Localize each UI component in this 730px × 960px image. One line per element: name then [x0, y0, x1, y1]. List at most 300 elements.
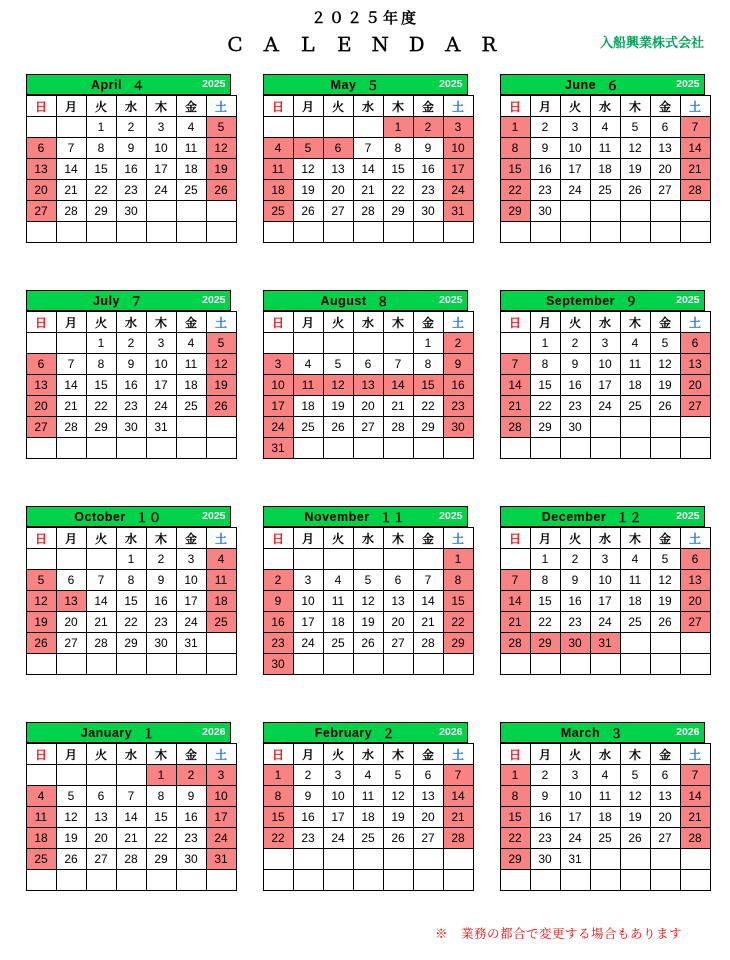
day-cell: 16: [560, 591, 590, 612]
day-cell: 7: [500, 570, 530, 591]
empty-day-cell: [176, 201, 206, 222]
day-cell: 5: [353, 570, 383, 591]
week-row: [26, 654, 236, 675]
empty-day-cell: [413, 870, 443, 891]
month-table: [26, 311, 237, 459]
day-cell: 26: [323, 417, 353, 438]
month-name: September ９: [545, 293, 639, 309]
day-cell: 16: [116, 159, 146, 180]
weekday-header-cell: 月: [56, 96, 86, 117]
day-cell: 28: [500, 633, 530, 654]
day-cell: 25: [26, 849, 56, 870]
weekday-header-cell: 水: [590, 528, 620, 549]
weekday-header-cell: 水: [116, 528, 146, 549]
day-cell: 8: [86, 138, 116, 159]
empty-day-cell: [413, 222, 443, 243]
empty-day-cell: [263, 849, 293, 870]
empty-day-cell: [263, 549, 293, 570]
weekday-header-cell: 土: [680, 744, 710, 765]
empty-day-cell: [590, 417, 620, 438]
day-cell: 28: [680, 180, 710, 201]
empty-day-cell: [620, 438, 650, 459]
day-cell: 6: [680, 549, 710, 570]
month-year: 2025: [439, 294, 463, 306]
day-cell: 5: [650, 333, 680, 354]
month-name: April ４: [91, 77, 145, 93]
day-cell: 27: [26, 417, 56, 438]
day-cell: 28: [413, 633, 443, 654]
empty-day-cell: [500, 333, 530, 354]
day-cell: 25: [176, 396, 206, 417]
day-cell: 4: [590, 765, 620, 786]
day-cell: 30: [560, 633, 590, 654]
day-cell: 7: [413, 570, 443, 591]
day-cell: 26: [353, 633, 383, 654]
day-cell: 21: [86, 612, 116, 633]
empty-day-cell: [500, 549, 530, 570]
month-number: ９: [625, 294, 639, 309]
empty-day-cell: [86, 870, 116, 891]
weekday-header-cell: 土: [680, 528, 710, 549]
day-cell: 3: [560, 117, 590, 138]
empty-day-cell: [590, 654, 620, 675]
week-row: [263, 117, 473, 138]
day-cell: 10: [560, 786, 590, 807]
week-row: [500, 438, 710, 459]
day-cell: 21: [56, 396, 86, 417]
day-cell: 12: [206, 138, 236, 159]
day-cell: 11: [620, 354, 650, 375]
day-cell: 22: [146, 828, 176, 849]
weekday-header-cell: 土: [206, 744, 236, 765]
day-cell: 27: [680, 396, 710, 417]
empty-day-cell: [26, 549, 56, 570]
day-cell: 20: [353, 396, 383, 417]
week-row: [500, 117, 710, 138]
day-cell: 10: [590, 354, 620, 375]
empty-day-cell: [293, 222, 323, 243]
day-cell: 30: [263, 654, 293, 675]
week-row: [26, 570, 236, 591]
day-cell: 7: [116, 786, 146, 807]
day-cell: 31: [590, 633, 620, 654]
day-cell: 16: [263, 612, 293, 633]
empty-day-cell: [86, 549, 116, 570]
empty-day-cell: [56, 549, 86, 570]
empty-day-cell: [353, 117, 383, 138]
day-cell: 24: [293, 633, 323, 654]
weekday-header-cell: 木: [620, 312, 650, 333]
day-cell: 19: [620, 159, 650, 180]
day-cell: 14: [680, 786, 710, 807]
day-cell: 3: [146, 117, 176, 138]
day-cell: 21: [443, 807, 473, 828]
weekday-header-cell: 日: [263, 312, 293, 333]
day-cell: 8: [530, 570, 560, 591]
weekday-header-cell: 金: [176, 744, 206, 765]
week-row: [500, 333, 710, 354]
empty-day-cell: [650, 870, 680, 891]
week-row: [26, 396, 236, 417]
week-row: [263, 870, 473, 891]
week-row: [263, 438, 473, 459]
week-row: [263, 417, 473, 438]
month-number: １２: [616, 510, 643, 525]
week-row: [26, 438, 236, 459]
weekday-header-cell: 火: [323, 744, 353, 765]
month-block: [26, 290, 231, 506]
day-cell: 1: [500, 117, 530, 138]
day-cell: 27: [650, 828, 680, 849]
day-cell: 1: [263, 765, 293, 786]
empty-day-cell: [560, 438, 590, 459]
weekday-header-row: [500, 312, 710, 333]
empty-day-cell: [323, 438, 353, 459]
day-cell: 28: [56, 201, 86, 222]
month-table: [500, 95, 711, 243]
weekday-header-cell: 土: [443, 96, 473, 117]
day-cell: 20: [680, 375, 710, 396]
day-cell: 10: [443, 138, 473, 159]
day-cell: 28: [353, 201, 383, 222]
day-cell: 14: [116, 807, 146, 828]
day-cell: 23: [560, 396, 590, 417]
week-row: [500, 807, 710, 828]
day-cell: 6: [413, 765, 443, 786]
empty-day-cell: [530, 870, 560, 891]
month-year: 2025: [676, 294, 700, 306]
month-title-bar: [500, 74, 705, 95]
week-row: [263, 201, 473, 222]
day-cell: 26: [206, 180, 236, 201]
month-block: [263, 290, 468, 506]
day-cell: 26: [206, 396, 236, 417]
day-cell: 28: [86, 633, 116, 654]
day-cell: 19: [293, 180, 323, 201]
week-row: [263, 396, 473, 417]
month-table: [500, 527, 711, 675]
week-row: [500, 201, 710, 222]
day-cell: 1: [443, 549, 473, 570]
weekday-header-cell: 火: [86, 744, 116, 765]
month-block: [26, 74, 231, 290]
empty-day-cell: [443, 222, 473, 243]
week-row: [263, 765, 473, 786]
day-cell: 5: [206, 333, 236, 354]
empty-day-cell: [323, 849, 353, 870]
empty-day-cell: [560, 654, 590, 675]
week-row: [26, 354, 236, 375]
day-cell: 19: [383, 807, 413, 828]
day-cell: 7: [443, 765, 473, 786]
day-cell: 17: [146, 159, 176, 180]
weekday-header-cell: 木: [383, 528, 413, 549]
day-cell: 24: [443, 180, 473, 201]
empty-day-cell: [443, 870, 473, 891]
empty-day-cell: [146, 222, 176, 243]
day-cell: 23: [263, 633, 293, 654]
day-cell: 21: [680, 159, 710, 180]
month-year: 2025: [202, 510, 226, 522]
day-cell: 23: [116, 396, 146, 417]
weekday-header-cell: 日: [263, 96, 293, 117]
day-cell: 4: [293, 354, 323, 375]
day-cell: 3: [443, 117, 473, 138]
day-cell: 15: [413, 375, 443, 396]
day-cell: 29: [443, 633, 473, 654]
empty-day-cell: [560, 870, 590, 891]
month-block: [263, 722, 468, 938]
week-row: [500, 396, 710, 417]
empty-day-cell: [206, 654, 236, 675]
day-cell: 21: [353, 180, 383, 201]
empty-day-cell: [353, 870, 383, 891]
day-cell: 12: [620, 786, 650, 807]
day-cell: 25: [263, 201, 293, 222]
day-cell: 18: [620, 591, 650, 612]
day-cell: 9: [176, 786, 206, 807]
day-cell: 11: [353, 786, 383, 807]
month-number: ４: [131, 78, 145, 93]
day-cell: 22: [383, 180, 413, 201]
day-cell: 6: [26, 354, 56, 375]
empty-day-cell: [650, 438, 680, 459]
day-cell: 9: [116, 354, 146, 375]
weekday-header-cell: 土: [206, 528, 236, 549]
day-cell: 16: [293, 807, 323, 828]
empty-day-cell: [176, 870, 206, 891]
week-row: [26, 159, 236, 180]
day-cell: 15: [383, 159, 413, 180]
empty-day-cell: [560, 201, 590, 222]
week-row: [26, 549, 236, 570]
day-cell: 13: [650, 138, 680, 159]
week-row: [500, 612, 710, 633]
empty-day-cell: [530, 438, 560, 459]
empty-day-cell: [353, 438, 383, 459]
day-cell: 11: [26, 807, 56, 828]
day-cell: 30: [530, 201, 560, 222]
day-cell: 18: [26, 828, 56, 849]
day-cell: 23: [413, 180, 443, 201]
day-cell: 27: [413, 828, 443, 849]
day-cell: 17: [176, 591, 206, 612]
day-cell: 17: [293, 612, 323, 633]
day-cell: 19: [206, 159, 236, 180]
day-cell: 14: [383, 375, 413, 396]
empty-day-cell: [116, 438, 146, 459]
day-cell: 2: [530, 765, 560, 786]
empty-day-cell: [353, 849, 383, 870]
day-cell: 25: [323, 633, 353, 654]
month-title-bar: [26, 506, 231, 527]
weekday-header-cell: 月: [56, 528, 86, 549]
day-cell: 3: [176, 549, 206, 570]
day-cell: 3: [323, 765, 353, 786]
month-table: [26, 743, 237, 891]
day-cell: 25: [206, 612, 236, 633]
day-cell: 18: [176, 375, 206, 396]
day-cell: 14: [443, 786, 473, 807]
weekday-header-cell: 土: [206, 96, 236, 117]
week-row: [500, 654, 710, 675]
empty-day-cell: [206, 417, 236, 438]
day-cell: 29: [530, 417, 560, 438]
weekday-header-row: [26, 744, 236, 765]
empty-day-cell: [413, 849, 443, 870]
day-cell: 25: [293, 417, 323, 438]
empty-day-cell: [263, 333, 293, 354]
empty-day-cell: [56, 222, 86, 243]
day-cell: 9: [413, 138, 443, 159]
week-row: [26, 612, 236, 633]
day-cell: 9: [560, 570, 590, 591]
empty-day-cell: [500, 222, 530, 243]
day-cell: 7: [500, 354, 530, 375]
day-cell: 15: [86, 159, 116, 180]
day-cell: 10: [590, 570, 620, 591]
day-cell: 26: [293, 201, 323, 222]
weekday-header-cell: 日: [500, 528, 530, 549]
month-table: [263, 743, 474, 891]
day-cell: 20: [383, 612, 413, 633]
day-cell: 18: [323, 612, 353, 633]
day-cell: 9: [146, 570, 176, 591]
month-name: October １０: [74, 509, 162, 525]
empty-day-cell: [176, 417, 206, 438]
day-cell: 11: [293, 375, 323, 396]
day-cell: 31: [443, 201, 473, 222]
month-year: 2025: [676, 78, 700, 90]
month-table: [500, 311, 711, 459]
day-cell: 30: [560, 417, 590, 438]
empty-day-cell: [176, 222, 206, 243]
day-cell: 17: [323, 807, 353, 828]
weekday-header-cell: 月: [530, 744, 560, 765]
day-cell: 9: [530, 786, 560, 807]
empty-day-cell: [26, 333, 56, 354]
empty-day-cell: [383, 222, 413, 243]
day-cell: 20: [56, 612, 86, 633]
day-cell: 7: [680, 117, 710, 138]
day-cell: 26: [56, 849, 86, 870]
month-name: July ７: [92, 293, 144, 309]
weekday-header-cell: 日: [500, 96, 530, 117]
day-cell: 2: [413, 117, 443, 138]
month-title-bar: [263, 506, 468, 527]
day-cell: 23: [560, 612, 590, 633]
weekday-header-row: [263, 744, 473, 765]
day-cell: 12: [206, 354, 236, 375]
day-cell: 8: [263, 786, 293, 807]
empty-day-cell: [26, 870, 56, 891]
day-cell: 27: [353, 417, 383, 438]
month-title-bar: [263, 290, 468, 311]
empty-day-cell: [383, 654, 413, 675]
week-row: [26, 375, 236, 396]
week-row: [26, 417, 236, 438]
day-cell: 1: [530, 549, 560, 570]
day-cell: 28: [500, 417, 530, 438]
day-cell: 24: [176, 612, 206, 633]
weekday-header-row: [500, 528, 710, 549]
day-cell: 7: [86, 570, 116, 591]
week-row: [500, 138, 710, 159]
day-cell: 10: [176, 570, 206, 591]
day-cell: 4: [176, 333, 206, 354]
weekday-header-cell: 火: [560, 744, 590, 765]
month-title-bar: [500, 290, 705, 311]
day-cell: 3: [560, 765, 590, 786]
empty-day-cell: [323, 654, 353, 675]
month-block: [500, 74, 705, 290]
day-cell: 29: [383, 201, 413, 222]
empty-day-cell: [26, 117, 56, 138]
day-cell: 2: [560, 333, 590, 354]
empty-day-cell: [443, 849, 473, 870]
week-row: [263, 375, 473, 396]
day-cell: 5: [293, 138, 323, 159]
day-cell: 19: [353, 612, 383, 633]
week-row: [263, 849, 473, 870]
day-cell: 29: [146, 849, 176, 870]
day-cell: 6: [26, 138, 56, 159]
day-cell: 27: [383, 633, 413, 654]
empty-day-cell: [383, 549, 413, 570]
weekday-header-row: [263, 528, 473, 549]
month-name: January １: [80, 725, 156, 741]
empty-day-cell: [680, 633, 710, 654]
day-cell: 1: [530, 333, 560, 354]
day-cell: 23: [443, 396, 473, 417]
empty-day-cell: [86, 765, 116, 786]
day-cell: 18: [590, 159, 620, 180]
day-cell: 19: [650, 591, 680, 612]
empty-day-cell: [86, 222, 116, 243]
months-grid: [0, 74, 730, 938]
week-row: [26, 633, 236, 654]
day-cell: 15: [443, 591, 473, 612]
day-cell: 30: [146, 633, 176, 654]
day-cell: 16: [530, 159, 560, 180]
day-cell: 25: [176, 180, 206, 201]
empty-day-cell: [56, 765, 86, 786]
day-cell: 10: [263, 375, 293, 396]
month-number: ８: [376, 294, 390, 309]
day-cell: 16: [530, 807, 560, 828]
day-cell: 22: [500, 180, 530, 201]
week-row: [26, 828, 236, 849]
empty-day-cell: [206, 438, 236, 459]
day-cell: 22: [413, 396, 443, 417]
weekday-header-cell: 水: [353, 528, 383, 549]
day-cell: 26: [26, 633, 56, 654]
day-cell: 28: [116, 849, 146, 870]
day-cell: 19: [26, 612, 56, 633]
empty-day-cell: [56, 654, 86, 675]
month-table: [26, 527, 237, 675]
week-row: [26, 786, 236, 807]
empty-day-cell: [500, 870, 530, 891]
day-cell: 4: [26, 786, 56, 807]
month-year: 2026: [439, 726, 463, 738]
week-row: [263, 138, 473, 159]
weekday-header-cell: 土: [443, 528, 473, 549]
day-cell: 6: [353, 354, 383, 375]
day-cell: 24: [590, 396, 620, 417]
day-cell: 30: [530, 849, 560, 870]
weekday-header-row: [26, 312, 236, 333]
